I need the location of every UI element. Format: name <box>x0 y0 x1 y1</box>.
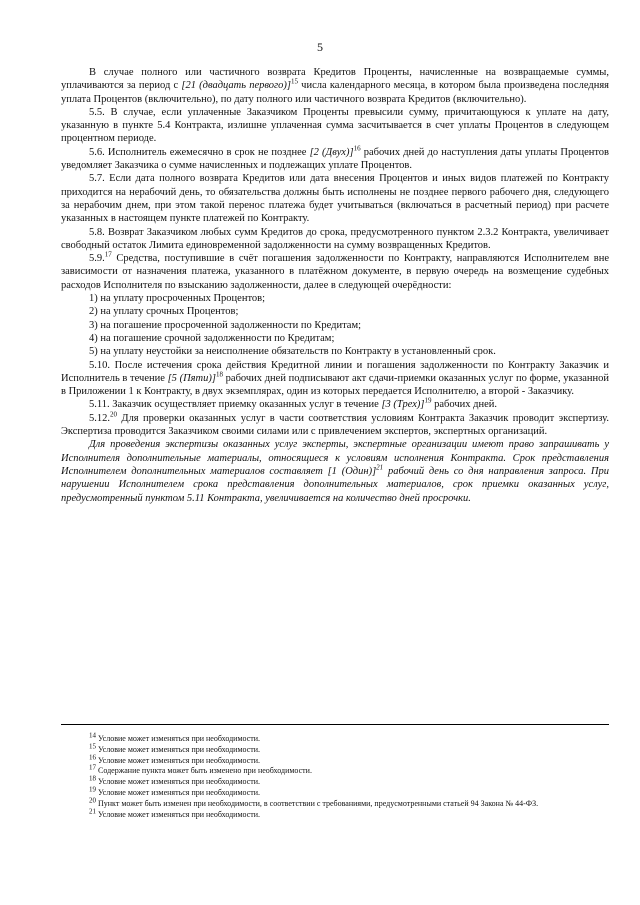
paragraph-text: числа календарного месяца, в котором была произведена последняя уплата Процентов (включительно), по дату полного или частичного возврата Кредитов (включительно). <box>61 80 609 105</box>
list-item: 3) на погашение просроченной задолженности по Кредитам; <box>89 319 362 331</box>
footnote-number: 19 <box>89 785 96 794</box>
paragraph-5-12 <box>61 412 609 439</box>
paragraph-expertise-italic <box>61 438 609 504</box>
paragraph-text: рабочих дней до наступления даты уплаты Процентов уведомляет Заказчика о сумме начисленных и подлежащих уплате Процентов. <box>61 146 610 172</box>
paragraph-text: 5.9. <box>89 253 105 265</box>
footnote-ref: 19 <box>424 396 432 405</box>
footnote <box>61 763 609 777</box>
footnote-number: 17 <box>89 763 96 772</box>
footnote <box>61 796 609 810</box>
paragraph-text: рабочий день со дня направления запроса. При нарушении Исполнителем срока представления дополнительных материалов, срок приемки оказанных услуг, предусмотренный пунктом 5.11 Контракта, увеличивается на количество дней просрочки. <box>61 465 609 504</box>
footnote-text: Содержание пункта может быть изменено при необходимости. <box>98 766 312 776</box>
paragraph-text: 5.12. <box>89 412 110 424</box>
footnote <box>61 806 609 821</box>
footnote-number: 15 <box>89 742 96 751</box>
paragraph-5-10 <box>61 359 609 399</box>
footnote-text: Условие может изменяться при необходимости. <box>98 744 261 754</box>
paragraph-text: Для проверки оказанных услуг в части соответствия условиям Контракта Заказчик проводит экспертизу. Экспертиза проводится Заказчиком своими силами или с привлечением экспертов, экспертных организаций. <box>61 412 610 438</box>
footnote-number: 18 <box>89 774 96 783</box>
paragraph-5-9 <box>61 252 609 292</box>
paragraph-5-4-cont <box>61 66 609 106</box>
list-item: 1) на уплату просроченных Процентов; <box>89 293 266 305</box>
footnote-text: Условие может изменяться при необходимости. <box>98 787 261 797</box>
list-item: 2) на уплату срочных Процентов; <box>89 306 239 318</box>
list-item: 5) на уплату неустойки за неисполнение обязательств по Контракту в установленный срок. <box>89 346 496 358</box>
paragraph-text: рабочих дней подписывают акт сдачи-приемки оказанных услуг по форме, указанной в Приложении 1 к Контракту, в двух экземплярах, один из которых передается Исполнителю, а второй - Заказчику. <box>61 372 610 398</box>
italic-term: [2 (Двух)] <box>309 146 354 158</box>
paragraph-text: 5.10. После истечения срока действия Кредитной линии и погашения задолженности по Контракту Заказчик и Исполнитель в течение <box>61 359 609 384</box>
italic-term: [3 (Трех)] <box>381 399 425 411</box>
footnote-text: Условие может изменяться при необходимости. <box>98 777 261 787</box>
italic-term: [5 (Пяти)] <box>167 372 216 384</box>
footnote-text: Условие может изменяться при необходимости. <box>98 809 261 819</box>
paragraph-text: 5.6. Исполнитель ежемесячно в срок не позднее <box>89 146 307 158</box>
footnote-ref: 21 <box>376 463 384 472</box>
paragraph-5-7: 5.7. Если дата полного возврата Кредитов или дата внесения Процентов и иных видов платежей по Контракту приходится на нерабочий день, то обязательства должны быть исполнены не позднее первого рабочего дня, следующего за нерабочим днем, при этом такой перенос платежа будет учитываться (включаться в расчетный период) при расчете указанных в настоящем пункте платежей по Контракту. <box>61 173 609 225</box>
paragraph-text: В случае полного или частичного возврата Кредитов Проценты, начисленные на возвращаемые суммы, уплачиваются за период с <box>61 67 609 92</box>
paragraph-5-11 <box>61 398 609 411</box>
footnote-divider <box>61 724 609 725</box>
footnote <box>61 785 609 799</box>
paragraph-text: Для проведения экспертизы оказанных услуг эксперты, экспертные организации имеют право запрашивать у Исполнителя дополнительные материалы, относящиеся к условиям исполнения Контракта. Срок представления Исполнителем дополнительных материалов составляет [1 (Один)] <box>61 439 609 477</box>
paragraph-5-5: 5.5. В случае, если уплаченные Заказчиком Проценты превысили сумму, причитающуюся к уплате на дату, указанную в пункте 5.4 Контракта, излишне уплаченная сумма засчитывается в счет уплаты Процентов в следующем процентном периоде. <box>61 106 609 145</box>
footnote-text: Пункт может быть изменен при необходимости, в соответствии с требованиями, предусмотренными статьей 94 Закона № 44-ФЗ. <box>98 798 539 808</box>
footnote <box>61 731 609 745</box>
paragraph-text: 5.11. Заказчик осуществляет приемку оказанных услуг в течение <box>89 399 379 411</box>
footnote <box>61 742 609 756</box>
footnote-number: 16 <box>89 752 96 761</box>
footnote-ref: 17 <box>104 250 112 259</box>
paragraph-5-8: 5.8. Возврат Заказчиком любых сумм Кредитов до срока, предусмотренного пунктом 2.3.2 Контракта, увеличивает свободный остаток Лимита единовременной задолженности на сумму возвращенных Кредитов. <box>61 226 609 251</box>
footnote-ref: 15 <box>290 77 298 86</box>
document-body <box>61 66 609 505</box>
paragraph-5-6 <box>61 146 609 173</box>
paragraph-text: Средства, поступившие в счёт погашения задолженности по Контракту, направляются Исполнителем вне зависимости от назначения платежа, указанного в платёжном документе, в первую очередь на возмещение судебных расходов Исполнителя по взысканию задолженности, далее в следующей очерёдности: <box>61 253 609 291</box>
paragraph-text: рабочих дней. <box>434 399 498 411</box>
footnote-ref: 18 <box>215 370 223 379</box>
footnote-number: 21 <box>89 806 96 815</box>
footnotes <box>61 731 609 820</box>
italic-term: [21 (двадцать первого)] <box>181 80 291 92</box>
footnote-text: Условие может изменяться при необходимости. <box>98 755 261 765</box>
footnote-ref: 16 <box>353 144 361 153</box>
footnote-number: 20 <box>89 796 96 805</box>
footnote-number: 14 <box>89 731 96 740</box>
footnote <box>61 752 609 767</box>
page-number: 5 <box>317 40 323 54</box>
footnote-ref: 20 <box>110 410 117 419</box>
footnote-text: Условие может изменяться при необходимости. <box>98 734 261 743</box>
list-item: 4) на погашение срочной задолженности по Кредитам; <box>89 332 335 344</box>
footnote <box>61 774 609 788</box>
